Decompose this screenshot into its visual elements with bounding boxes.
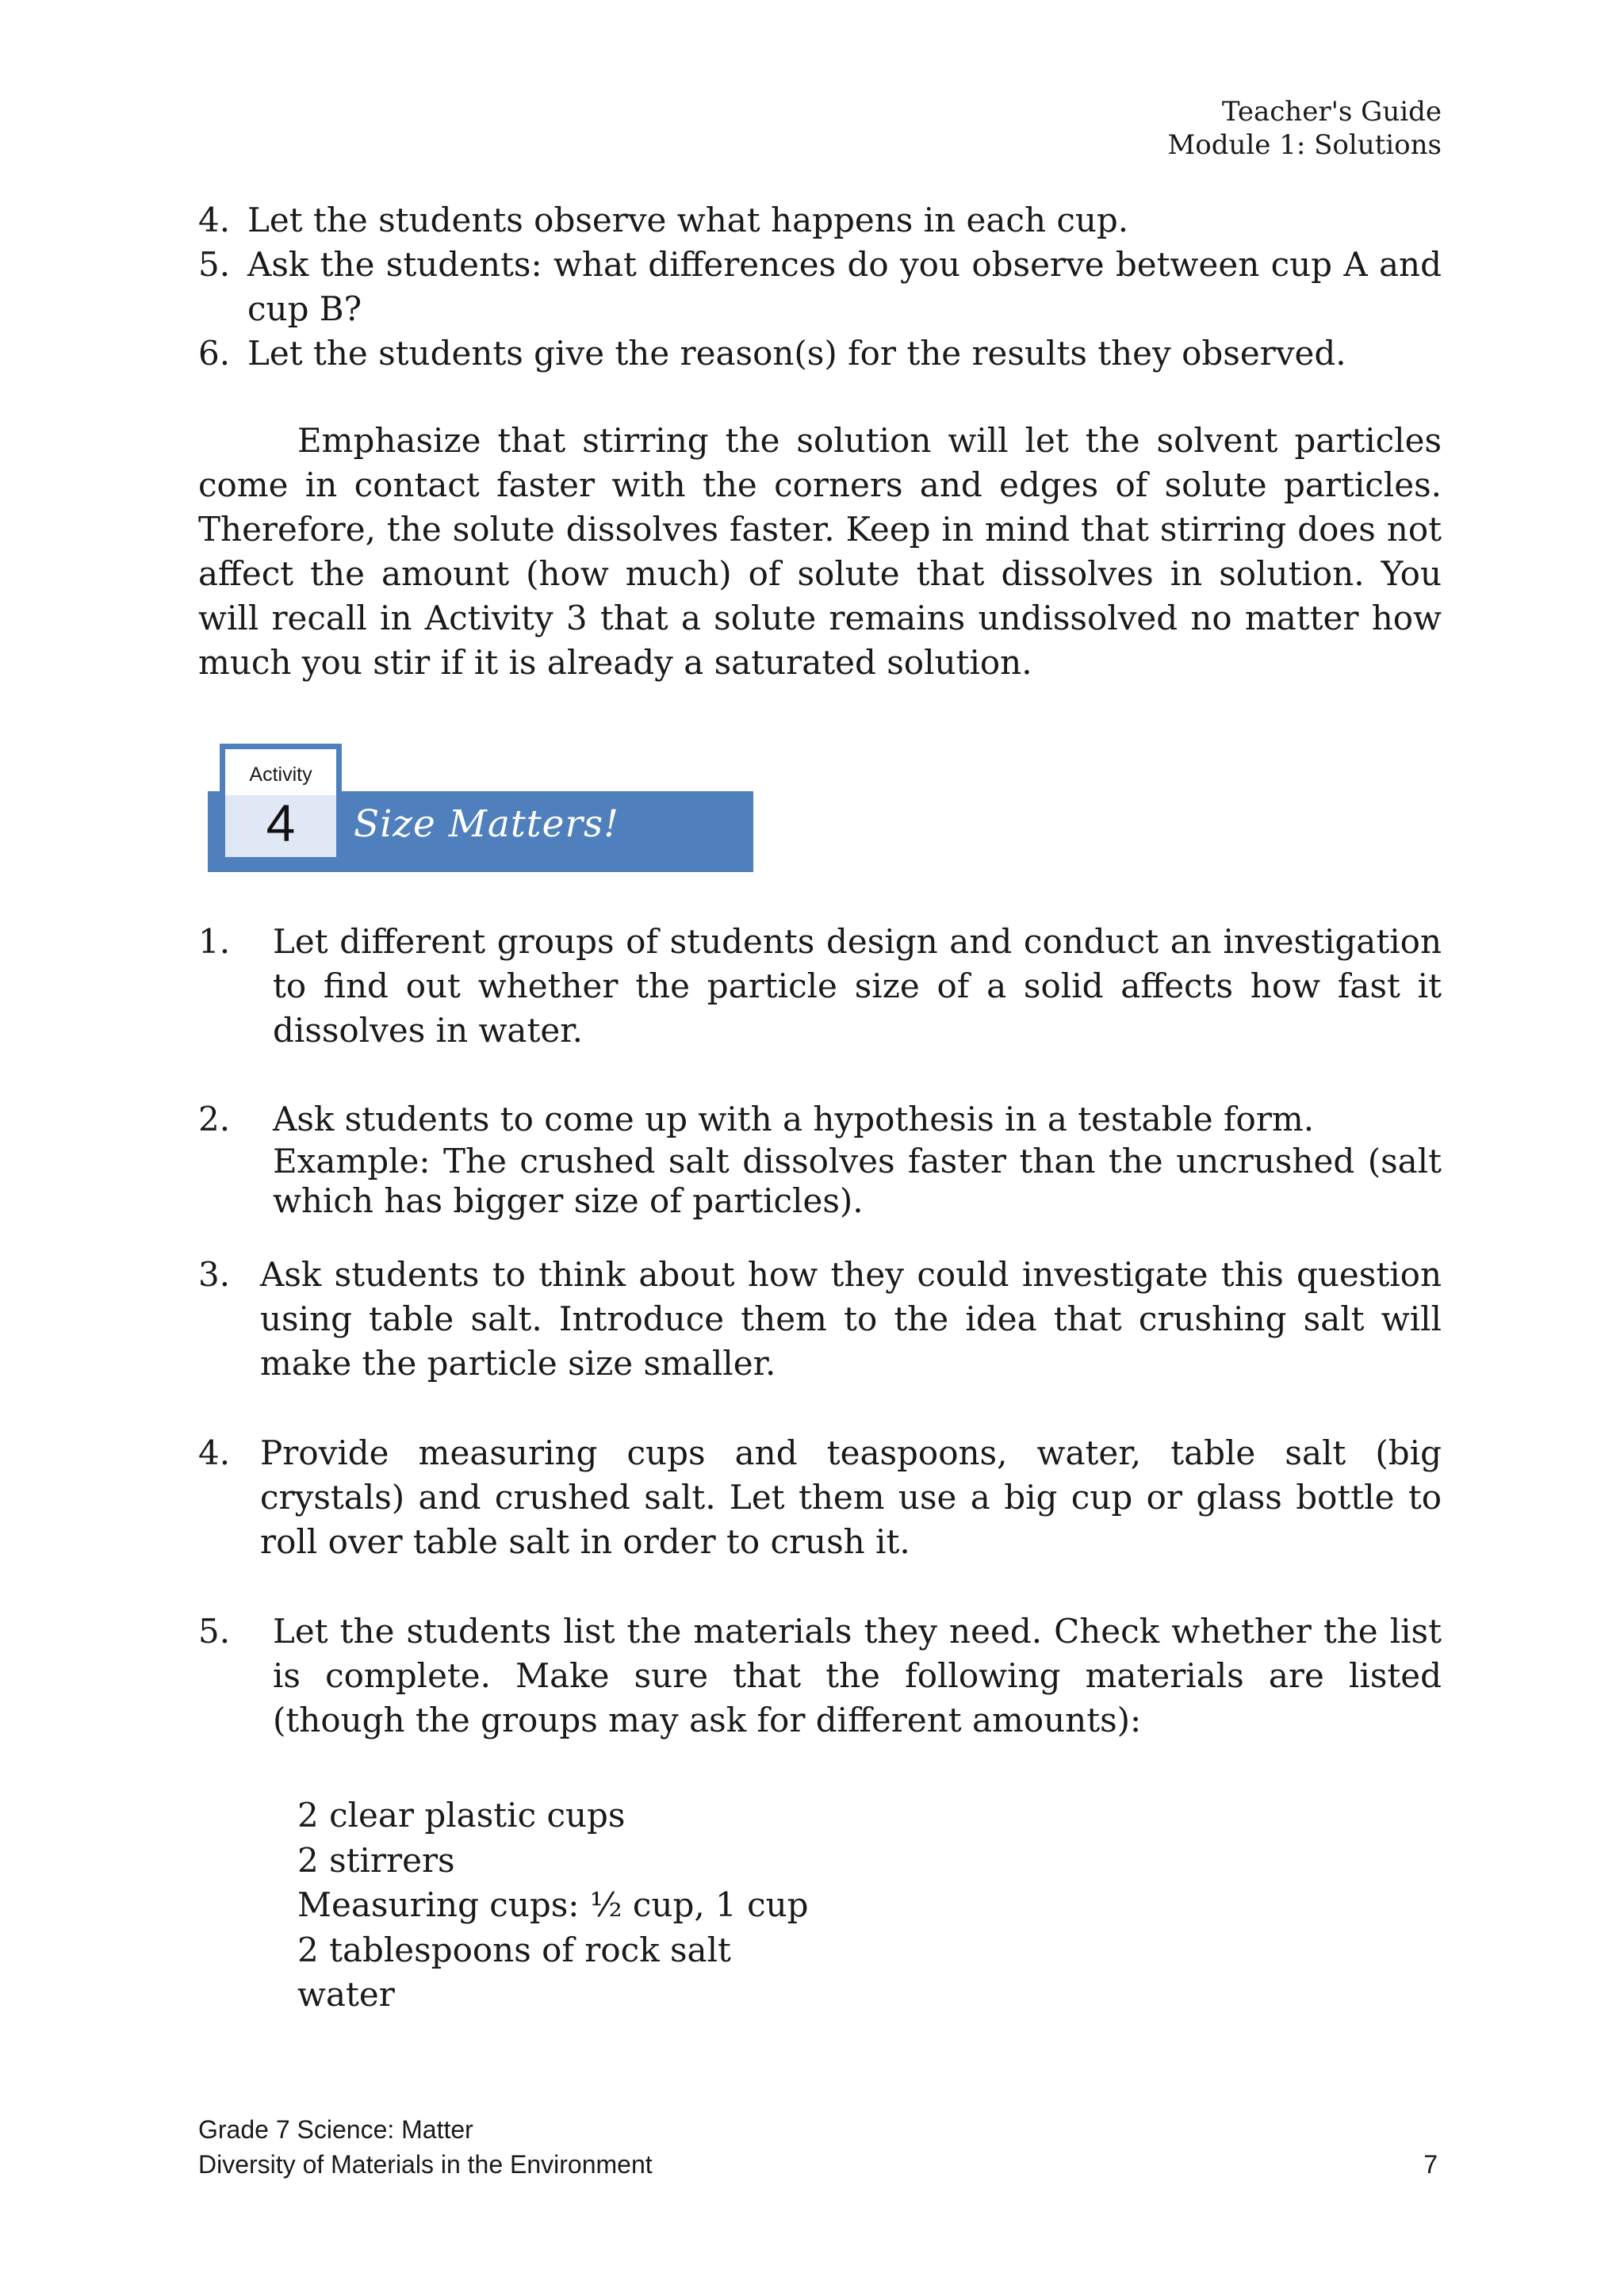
page-number: 7	[1423, 2150, 1438, 2179]
step-item	[198, 1097, 1442, 1221]
footer-course: Grade 7 Science: Matter	[198, 2115, 473, 2144]
material-item: 2 stirrers	[297, 1840, 455, 1880]
material-item: 2 tablespoons of rock salt	[297, 1930, 731, 1969]
step-number: 4.	[198, 1433, 231, 1472]
page-header	[1167, 95, 1442, 162]
body-paragraph: Emphasize that stirring the solution will let the solvent particles come in contact faster with the corners and edges of solute particles. Therefore, the solute dissolves faster. Keep in mind that stirring does not affect the amount (how much) of solute that dissolves in solution. You will recall in Activity 3 that a solute remains undissolved no matter how much you stir if it is already a saturated solution.	[198, 421, 1442, 682]
step-text: Ask students to think about how they could investigate this question using table salt. Introduce them to the idea that crushing salt will make the particle size smaller.	[260, 1255, 1442, 1383]
list-text: Let the students observe what happens in each cup.	[247, 201, 1129, 239]
step-text: Provide measuring cups and teaspoons, water, table salt (big crystals) and crushed salt. Let them use a big cup or glass bottle to roll over table salt in order to crush it.	[260, 1433, 1442, 1561]
step-text: Let the students list the materials they need. Check whether the list is complete. Make sure that the following materials are listed (though the groups may ask for different amounts):	[273, 1612, 1442, 1739]
step-item	[198, 920, 1442, 1053]
list-text: Ask the students: what differences do you observe between cup A and cup B?	[247, 245, 1442, 328]
step-item	[198, 1431, 1442, 1564]
page-footer	[198, 2112, 653, 2182]
step-number: 2.	[198, 1100, 231, 1138]
step-text: Let different groups of students design and conduct an investigation to find out whether the particle size of a solid affects how fast it dissolves in water.	[273, 922, 1442, 1050]
footer-unit: Diversity of Materials in the Environment	[198, 2150, 653, 2179]
step-number: 1.	[198, 922, 231, 961]
material-item: 2 clear plastic cups	[297, 1796, 626, 1835]
material-item: water	[297, 1975, 395, 2014]
list-number: 6.	[198, 334, 231, 373]
step-item	[198, 1253, 1442, 1386]
list-item	[198, 331, 1442, 376]
activity-title: Size Matters!	[354, 802, 619, 846]
material-item: Measuring cups: ½ cup, 1 cup	[297, 1885, 809, 1924]
step-item	[198, 1609, 1442, 1743]
activity-tab	[220, 744, 342, 855]
list-number: 5.	[198, 245, 231, 284]
list-item	[198, 243, 1442, 331]
list-item	[198, 198, 1442, 243]
step-text: Ask students to come up with a hypothesis in a testable form.	[273, 1100, 1315, 1138]
step-number: 5.	[198, 1612, 231, 1651]
step-number: 3.	[198, 1255, 231, 1294]
activity-label: Activity	[249, 763, 312, 786]
list-number: 4.	[198, 201, 231, 239]
activity-number: 4	[225, 795, 336, 857]
list-text: Let the students give the reason(s) for the results they observed.	[247, 334, 1346, 373]
header-module: Module 1: Solutions	[1167, 129, 1442, 161]
step-example: Example: The crushed salt dissolves faster than the uncrushed (salt which has bigger size of particles).	[273, 1142, 1442, 1220]
materials-list	[297, 1793, 809, 2018]
header-guide: Teacher's Guide	[1221, 96, 1442, 128]
